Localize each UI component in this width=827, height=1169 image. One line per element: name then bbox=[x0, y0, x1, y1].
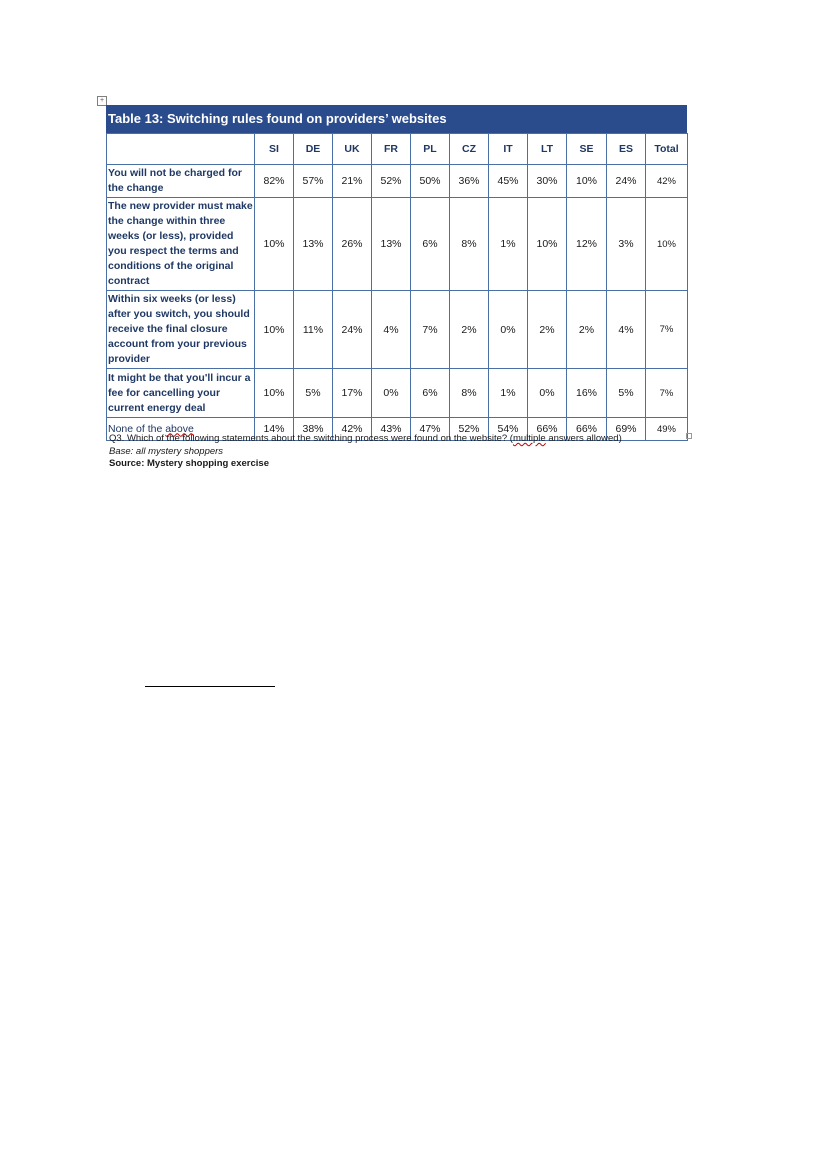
table-cell: 4% bbox=[607, 291, 646, 369]
table-cell: 13% bbox=[372, 198, 411, 291]
table-cell: 36% bbox=[450, 165, 489, 198]
table-cell: 82% bbox=[255, 165, 294, 198]
row-label: You will not be charged for the change bbox=[107, 165, 255, 198]
table-cell: 0% bbox=[372, 369, 411, 418]
column-header: CZ bbox=[450, 134, 489, 165]
column-header: FR bbox=[372, 134, 411, 165]
header-empty bbox=[107, 134, 255, 165]
question-suffix: answers allowed) bbox=[545, 433, 622, 444]
question-underlined: multiple bbox=[512, 433, 546, 444]
table-row bbox=[107, 291, 688, 369]
column-header: SE bbox=[567, 134, 607, 165]
table-cell: 26% bbox=[333, 198, 372, 291]
table-cell: 2% bbox=[567, 291, 607, 369]
question-note bbox=[109, 433, 709, 446]
total-cell: 7% bbox=[646, 369, 688, 418]
table-cell: 12% bbox=[567, 198, 607, 291]
table-cell: 21% bbox=[333, 165, 372, 198]
table-cell: 10% bbox=[255, 369, 294, 418]
table-cell: 1% bbox=[489, 198, 528, 291]
table-cell: 54% bbox=[489, 418, 528, 441]
table-cell: 69% bbox=[607, 418, 646, 441]
table-cell: 24% bbox=[607, 165, 646, 198]
table-cell: 42% bbox=[333, 418, 372, 441]
table-cell: 66% bbox=[528, 418, 567, 441]
row-label-prefix: None of the bbox=[108, 422, 166, 435]
table-row bbox=[107, 165, 688, 198]
table-cell: 10% bbox=[255, 291, 294, 369]
header-row bbox=[107, 134, 688, 165]
table-cell: 8% bbox=[450, 369, 489, 418]
footnote-separator bbox=[145, 686, 275, 687]
table-cell: 5% bbox=[294, 369, 333, 418]
table-cell: 6% bbox=[411, 369, 450, 418]
table-cell: 13% bbox=[294, 198, 333, 291]
row-label: The new provider must make the change within three weeks (or less), provided you respect the terms and conditions of the original contract bbox=[107, 198, 255, 291]
table-cell: 66% bbox=[567, 418, 607, 441]
table-cell: 57% bbox=[294, 165, 333, 198]
question-number: Q3. bbox=[109, 433, 125, 444]
column-header: Total bbox=[646, 134, 688, 165]
table-row bbox=[107, 198, 688, 291]
table-cell: 10% bbox=[255, 198, 294, 291]
table-row bbox=[107, 369, 688, 418]
table-cell: 8% bbox=[450, 198, 489, 291]
table-cell: 17% bbox=[333, 369, 372, 418]
table-cell: 38% bbox=[294, 418, 333, 441]
row-label: It might be that you'll incur a fee for cancelling your current energy deal bbox=[107, 369, 255, 418]
table-cell: 0% bbox=[528, 369, 567, 418]
table-cell: 30% bbox=[528, 165, 567, 198]
source-note: Source: Mystery shopping exercise bbox=[109, 458, 269, 469]
table-cell: 43% bbox=[372, 418, 411, 441]
table-cell: 52% bbox=[450, 418, 489, 441]
table-cell: 11% bbox=[294, 291, 333, 369]
table-cell: 0% bbox=[489, 291, 528, 369]
row-label-underlined: above bbox=[165, 422, 194, 435]
table-cell: 1% bbox=[489, 369, 528, 418]
switching-rules-table bbox=[106, 105, 687, 441]
table-title: Table 13: Switching rules found on providers’ websites bbox=[106, 105, 687, 133]
data-table bbox=[106, 133, 688, 441]
table-cell: 3% bbox=[607, 198, 646, 291]
table-cell: 45% bbox=[489, 165, 528, 198]
row-label: Within six weeks (or less) after you switch, you should receive the final closure account from your previous provider bbox=[107, 291, 255, 369]
table-cell: 10% bbox=[567, 165, 607, 198]
column-header: PL bbox=[411, 134, 450, 165]
table-cell: 2% bbox=[528, 291, 567, 369]
table-cell: 7% bbox=[411, 291, 450, 369]
table-cell: 16% bbox=[567, 369, 607, 418]
table-cell: 2% bbox=[450, 291, 489, 369]
table-notes bbox=[109, 433, 709, 471]
column-header: DE bbox=[294, 134, 333, 165]
column-header: LT bbox=[528, 134, 567, 165]
table-cell: 6% bbox=[411, 198, 450, 291]
table-cell: 5% bbox=[607, 369, 646, 418]
column-header: UK bbox=[333, 134, 372, 165]
base-note: Base: all mystery shoppers bbox=[109, 445, 224, 457]
question-text: Which of the following statements about the switching process were found on the website? ( bbox=[124, 433, 513, 444]
move-handle-icon[interactable]: + bbox=[97, 96, 107, 106]
table-cell: 47% bbox=[411, 418, 450, 441]
table-cell: 24% bbox=[333, 291, 372, 369]
column-header: SI bbox=[255, 134, 294, 165]
total-cell: 7% bbox=[646, 291, 688, 369]
table-cell: 52% bbox=[372, 165, 411, 198]
table-cell: 4% bbox=[372, 291, 411, 369]
total-cell: 10% bbox=[646, 198, 688, 291]
column-header: ES bbox=[607, 134, 646, 165]
table-cell: 10% bbox=[528, 198, 567, 291]
total-cell: 42% bbox=[646, 165, 688, 198]
column-header: IT bbox=[489, 134, 528, 165]
table-cell: 14% bbox=[255, 418, 294, 441]
total-cell: 49% bbox=[646, 418, 688, 441]
table-cell: 50% bbox=[411, 165, 450, 198]
